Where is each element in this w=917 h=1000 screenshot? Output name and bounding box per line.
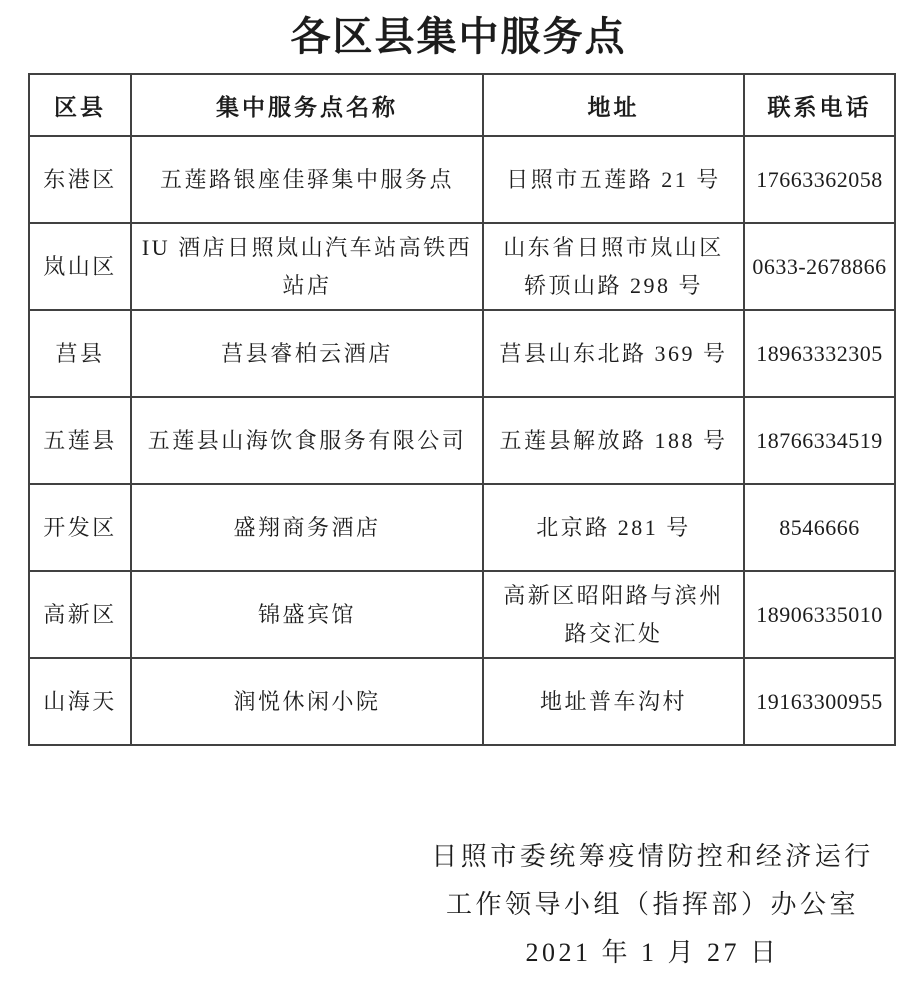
footer-org-line-2: 工作领导小组（指挥部）办公室 xyxy=(445,890,859,919)
cell-phone: 19163300955 xyxy=(744,658,895,745)
cell-district: 岚山区 xyxy=(29,223,131,310)
cell-district: 东港区 xyxy=(29,136,131,223)
table-row xyxy=(29,310,895,397)
cell-address: 地址普车沟村 xyxy=(483,658,744,745)
header-row xyxy=(29,74,895,136)
cell-district: 五莲县 xyxy=(29,397,131,484)
page-title: 各区县集中服务点 xyxy=(290,14,627,59)
cell-name: 莒县睿柏云酒店 xyxy=(131,310,483,397)
cell-phone: 8546666 xyxy=(744,484,895,571)
cell-district: 山海天 xyxy=(29,658,131,745)
table-row xyxy=(29,397,895,484)
table-row xyxy=(29,571,895,658)
cell-address: 北京路 281 号 xyxy=(483,484,744,571)
cell-district: 开发区 xyxy=(29,484,131,571)
signature-block xyxy=(415,833,890,977)
footer-org-line-1: 日照市委统筹疫情防控和经济运行 xyxy=(431,842,874,871)
cell-phone: 0633-2678866 xyxy=(744,223,895,310)
cell-address: 高新区昭阳路与滨州路交汇处 xyxy=(483,571,744,658)
cell-name: 五莲路银座佳驿集中服务点 xyxy=(131,136,483,223)
cell-district: 高新区 xyxy=(29,571,131,658)
header-cell-district: 区县 xyxy=(29,74,131,136)
cell-name: IU 酒店日照岚山汽车站高铁西站店 xyxy=(131,223,483,310)
service-points-table xyxy=(28,73,896,746)
cell-name: 五莲县山海饮食服务有限公司 xyxy=(131,397,483,484)
cell-phone: 18906335010 xyxy=(744,571,895,658)
cell-phone: 17663362058 xyxy=(744,136,895,223)
cell-phone: 18963332305 xyxy=(744,310,895,397)
header-cell-phone: 联系电话 xyxy=(744,74,895,136)
cell-name: 盛翔商务酒店 xyxy=(131,484,483,571)
cell-address: 五莲县解放路 188 号 xyxy=(483,397,744,484)
cell-name: 润悦休闲小院 xyxy=(131,658,483,745)
cell-name: 锦盛宾馆 xyxy=(131,571,483,658)
header-cell-address: 地址 xyxy=(483,74,744,136)
cell-district: 莒县 xyxy=(29,310,131,397)
cell-phone: 18766334519 xyxy=(744,397,895,484)
cell-address: 山东省日照市岚山区轿顶山路 298 号 xyxy=(483,223,744,310)
cell-address: 莒县山东北路 369 号 xyxy=(483,310,744,397)
footer-date: 2021 年 1 月 27 日 xyxy=(525,938,780,967)
cell-address: 日照市五莲路 21 号 xyxy=(483,136,744,223)
table-row xyxy=(29,223,895,310)
table-row xyxy=(29,484,895,571)
table-row xyxy=(29,136,895,223)
header-cell-name: 集中服务点名称 xyxy=(131,74,483,136)
table-row xyxy=(29,658,895,745)
